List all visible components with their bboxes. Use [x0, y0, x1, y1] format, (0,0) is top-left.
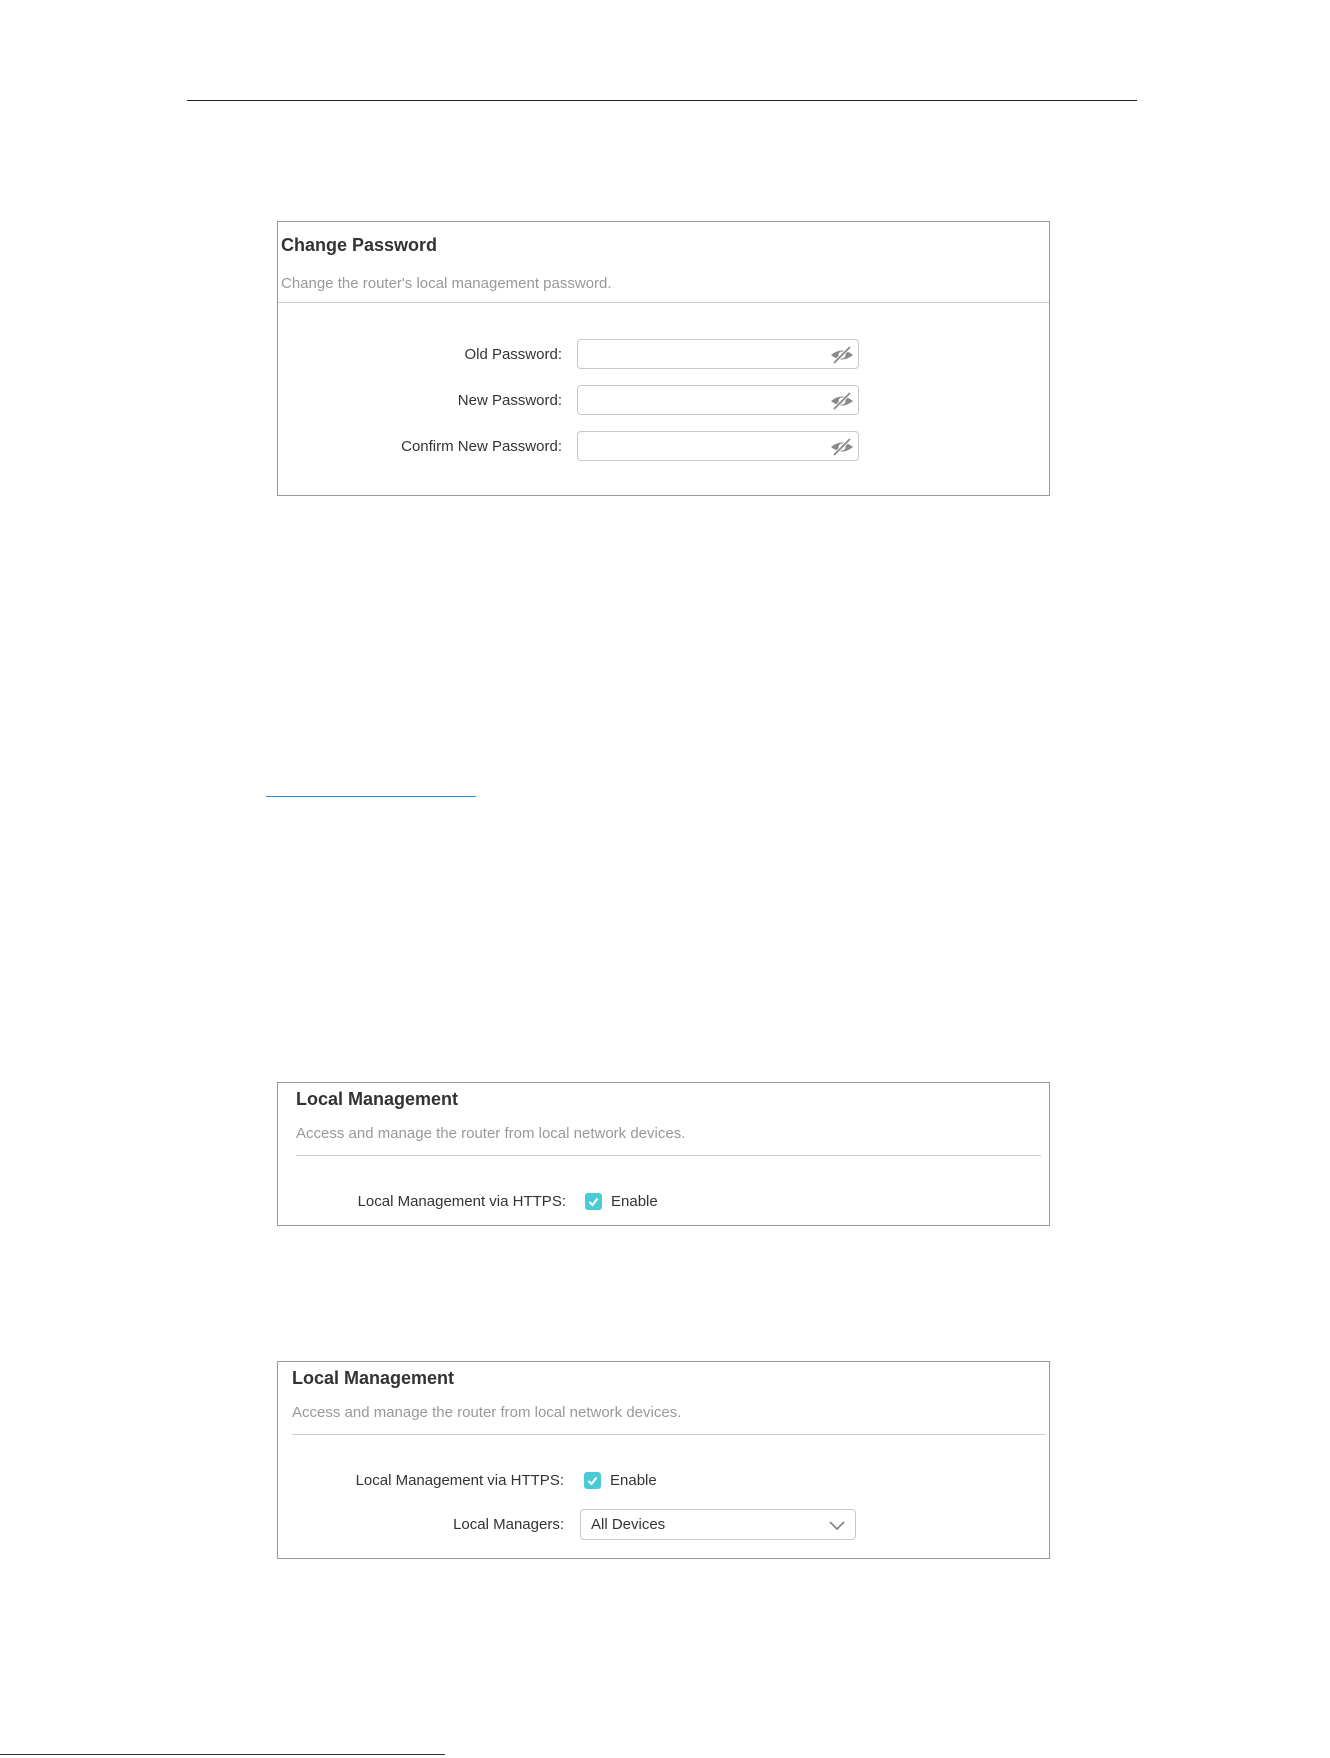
local-managers-value: All Devices — [591, 1516, 666, 1533]
local-management-panel-1 — [277, 1082, 1050, 1226]
checkmark-icon — [586, 1474, 599, 1487]
eye-slash-icon[interactable] — [828, 345, 856, 365]
panel-description: Access and manage the router from local network devices. — [292, 1404, 682, 1421]
https-enable-checkbox[interactable] — [584, 1472, 601, 1489]
chevron-down-icon — [829, 1519, 845, 1531]
confirm-password-label: Confirm New Password: — [401, 438, 562, 455]
panel-title: Local Management — [292, 1368, 455, 1388]
link-underline[interactable] — [266, 796, 476, 797]
new-password-input[interactable] — [586, 389, 810, 413]
local-management-panel-2 — [277, 1361, 1050, 1559]
https-enable-checkbox[interactable] — [585, 1193, 602, 1210]
confirm-password-input[interactable] — [586, 435, 810, 459]
local-managers-label: Local Managers: — [453, 1516, 564, 1533]
new-password-label: New Password: — [457, 392, 562, 409]
https-label: Local Management via HTTPS: — [355, 1472, 564, 1489]
panel-divider — [296, 1155, 1041, 1156]
confirm-password-field[interactable] — [577, 431, 859, 461]
https-enable-label[interactable]: Enable — [611, 1193, 658, 1210]
panel-divider — [292, 1434, 1045, 1435]
page-top-rule — [187, 100, 1137, 101]
panel-description: Change the router's local management password. — [281, 275, 612, 292]
https-label: Local Management via HTTPS: — [357, 1193, 566, 1210]
panel-divider — [278, 302, 1049, 303]
panel-title: Change Password — [281, 235, 438, 255]
change-password-panel — [277, 221, 1050, 496]
eye-slash-icon[interactable] — [828, 437, 856, 457]
checkmark-icon — [587, 1195, 600, 1208]
https-enable-label[interactable]: Enable — [610, 1472, 657, 1489]
old-password-field[interactable] — [577, 339, 859, 369]
local-managers-select[interactable] — [580, 1509, 856, 1540]
panel-title: Local Management — [296, 1089, 459, 1109]
page-bottom-rule — [0, 1754, 445, 1755]
new-password-field[interactable] — [577, 385, 859, 415]
panel-description: Access and manage the router from local network devices. — [296, 1125, 686, 1142]
old-password-label: Old Password: — [464, 346, 562, 363]
eye-slash-icon[interactable] — [828, 391, 856, 411]
old-password-input[interactable] — [586, 343, 810, 367]
